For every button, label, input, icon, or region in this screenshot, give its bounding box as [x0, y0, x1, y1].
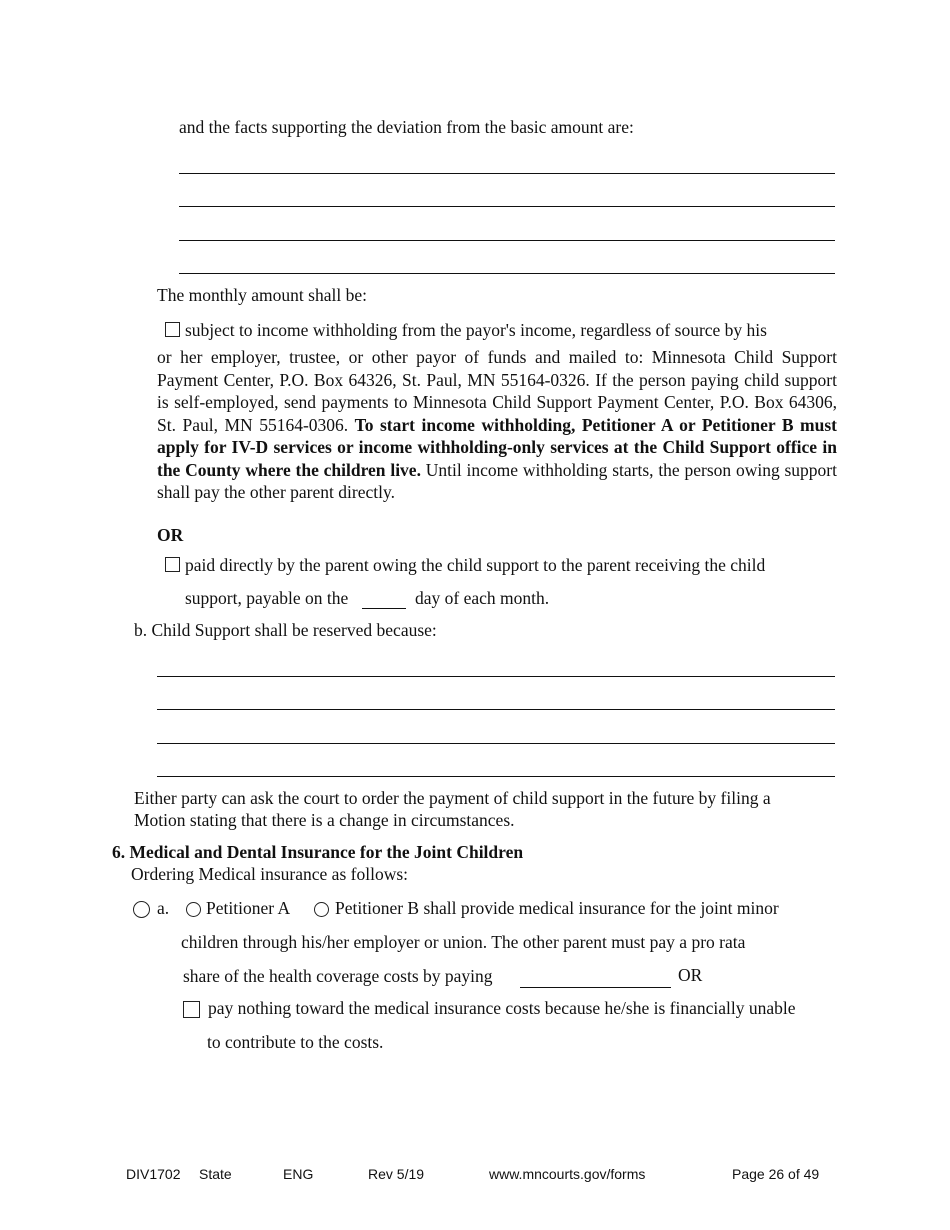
deviation-facts-label: and the facts supporting the deviation from the basic amount are:	[179, 117, 634, 137]
petitioner-a-label: Petitioner A	[206, 898, 291, 918]
income-withholding-body: or her employer, trustee, or other payor of funds and mailed to: Minnesota Child Support Payment Center, P.O. Box 64326, St. Paul, MN 55164-0326. If the person paying child support is self-employed, send payments to Minnesota Child Support Payment Center, P.O. Box 64306, St. Paul, MN 55164-0306.	[157, 347, 837, 435]
petitioner-b-radio[interactable]	[314, 902, 329, 917]
pay-nothing-line-1: pay nothing toward the medical insurance costs because he/she is financially unable	[208, 998, 796, 1018]
deviation-facts-line-4[interactable]	[179, 273, 835, 274]
footer-forms-url[interactable]: www.mncourts.gov/forms	[489, 1166, 646, 1182]
deviation-facts-line-2[interactable]	[179, 206, 835, 207]
pay-nothing-line-2: to contribute to the costs.	[207, 1032, 384, 1052]
paid-directly-checkbox[interactable]	[165, 557, 180, 572]
or-label: OR	[157, 525, 184, 545]
income-withholding-first-line: subject to income withholding from the payor's income, regardless of source by his	[185, 320, 767, 340]
reserved-reason-line-4[interactable]	[157, 776, 835, 777]
section-6-heading: 6. Medical and Dental Insurance for the Joint Children	[112, 842, 524, 862]
reserved-reason-line-1[interactable]	[157, 676, 835, 677]
pay-nothing-checkbox[interactable]	[183, 1001, 200, 1018]
option-a-radio[interactable]	[133, 901, 150, 918]
income-withholding-tail: Until income withholding starts, the person owing support shall pay the other parent directly.	[157, 459, 837, 502]
future-support-note-line-2: Motion stating that there is a change in circumstances.	[134, 810, 515, 830]
footer-page-number: Page 26 of 49	[732, 1166, 820, 1182]
income-withholding-checkbox[interactable]	[165, 322, 180, 337]
insurance-line-2: children through his/her employer or union. The other parent must pay a pro rata	[181, 932, 746, 952]
payable-day-suffix: day of each month.	[415, 588, 550, 608]
pro-rata-or-label: OR	[678, 965, 703, 985]
footer-language: ENG	[283, 1166, 314, 1182]
child-support-reserved-label: b. Child Support shall be reserved because:	[134, 620, 437, 640]
future-support-note-line-1: Either party can ask the court to order the payment of child support in the future by filing a	[134, 788, 771, 808]
reserved-reason-line-2[interactable]	[157, 709, 835, 710]
pro-rata-amount-blank[interactable]	[520, 987, 671, 988]
option-a-label: a.	[157, 898, 170, 918]
paid-directly-first-line: paid directly by the parent owing the child support to the parent receiving the child	[185, 555, 766, 575]
petitioner-a-radio[interactable]	[186, 902, 201, 917]
payable-day-prefix: support, payable on the	[185, 588, 349, 608]
pro-rata-share-prefix: share of the health coverage costs by paying	[183, 966, 493, 986]
deviation-facts-line-3[interactable]	[179, 240, 835, 241]
income-withholding-bold-instruction: To start income withholding, Petitioner A or Petitioner B must apply for IV-D services or income withholding-only services at the Child Support office in the County where the children live.	[157, 414, 838, 480]
monthly-amount-label: The monthly amount shall be:	[157, 285, 367, 305]
income-withholding-paragraph	[157, 346, 837, 504]
reserved-reason-line-3[interactable]	[157, 743, 835, 744]
footer-form-id: DIV1702	[126, 1166, 181, 1182]
petitioner-b-provide-insurance-text: Petitioner B shall provide medical insurance for the joint minor	[335, 898, 779, 918]
payable-day-blank[interactable]	[362, 608, 406, 609]
footer-revision: Rev 5/19	[368, 1166, 425, 1182]
deviation-facts-line-1[interactable]	[179, 173, 835, 174]
section-6-subheading: Ordering Medical insurance as follows:	[131, 864, 409, 884]
footer-jurisdiction: State	[199, 1166, 232, 1182]
